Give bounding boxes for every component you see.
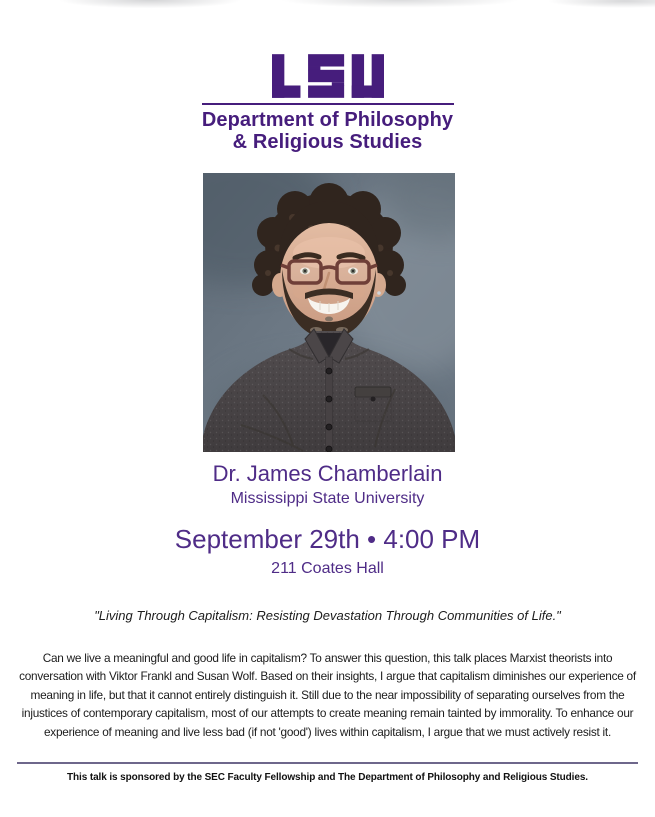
speaker-affiliation: Mississippi State University: [230, 490, 425, 507]
department-title-line1: Department of Philosophy: [201, 109, 454, 131]
scan-shadow: [0, 0, 655, 18]
department-title-line2: & Religious Studies: [232, 131, 423, 153]
sponsor-note: This talk is sponsored by the SEC Faculty Fellowship and The Department of Philosophy and Religious Studies.: [67, 772, 588, 783]
talk-abstract: Can we live a meaningful and good life in capitalism? To answer this question, this talk places Marxist theorists into conversation with Viktor Frankl and Susan Wolf. Based on their insights, I argue that capitalism diminishes our experience of meaning in life, but that it cannot entirely distinguish it. Still due to the near impossibility of separating ourselves from the injustices of contemporary capitalism, most of our attempts to create meaning remain tainted by immorality. To enhance our experience of meaning and live less bad (if not 'good') lives within capitalism, I argue that we must actively resist it.: [19, 651, 636, 739]
earring: [377, 291, 381, 295]
lsu-logo-icon: [272, 54, 384, 98]
speaker-name: Dr. James Chamberlain: [212, 461, 443, 486]
speaker-photo: [203, 173, 455, 452]
logo-divider: [202, 103, 454, 105]
speaker-portrait-illustration: [203, 173, 455, 452]
event-location: 211 Coates Hall: [271, 560, 384, 577]
lsu-logo: [272, 54, 384, 103]
event-date-time: September 29th • 4:00 PM: [174, 524, 481, 554]
department-title: [0, 109, 655, 153]
talk-title: "Living Through Capitalism: Resisting Devastation Through Communities of Life.": [94, 608, 561, 623]
footer-divider: [17, 762, 638, 764]
